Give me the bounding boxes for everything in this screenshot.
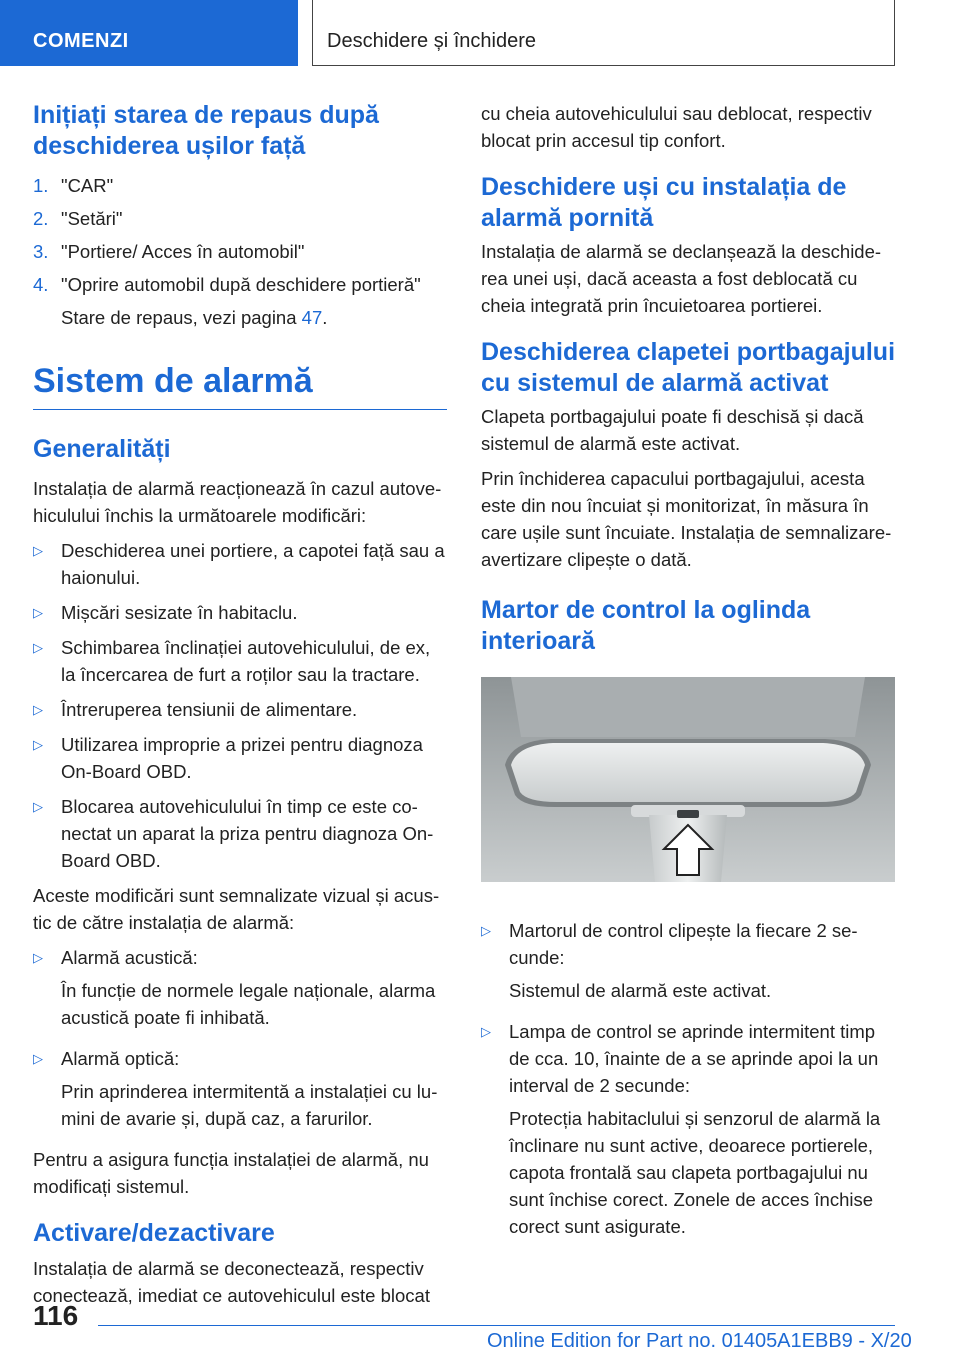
left-column [33, 100, 447, 1317]
list-item: ▷ Alarmă optică: Prin aprinderea intermitentă a instalației cu lumini de avarie și, după caz, a farurilor. [33, 1045, 447, 1138]
footer-divider [98, 1325, 895, 1326]
heading-mirror: Martor de control la oglinda interioară [481, 596, 811, 655]
list-item: ▷ Mișcări sesizate în habitaclu. [33, 599, 447, 626]
list-item: 3. "Portiere/ Acces în automobil" [33, 241, 305, 262]
activate-continued: cu cheia autovehiculului sau deblocat, respectiv blocat prin accesul tip confort. [481, 103, 872, 151]
activate-text: Instalația de alarmă se deconectează, respectiv conectează, imediat ce autovehiculul este blocat [33, 1258, 430, 1306]
list-item: ▷ Martorul de control clipește la fiecare 2 secunde: Sistemul de alarmă este activat. [481, 917, 895, 1010]
list-item: ▷ Blocarea autovehiculului în timp ce este conectat un aparat la priza pentru diagnoza On-Board OBD. [33, 793, 447, 874]
signal-bullets [33, 944, 447, 1138]
triangle-bullet-icon: ▷ [33, 605, 43, 620]
chapter-title-box [312, 0, 895, 66]
rearview-mirror-illustration [481, 677, 895, 882]
step-note: Stare de repaus, vezi pagina 47. [61, 307, 328, 328]
section-tab[interactable] [0, 0, 298, 66]
page-number: 116 [33, 1300, 79, 1331]
triangle-bullet-icon: ▷ [33, 799, 43, 814]
list-item: 2. "Setări" [33, 208, 123, 229]
signal-text: Aceste modificări sunt semnalizate vizual și acustic de către instalația de alarmă: [33, 885, 440, 933]
trunk-text-1: Clapeta portbagajului poate fi deschisă și dacă sistemul de alarmă este activat. [481, 406, 864, 454]
doors-text: Instalația de alarmă se declanșează la deschiderea unei uși, dacă aceasta a fost deblocată cu cheia integrată prin încuietoarea portierei. [481, 241, 882, 316]
triangle-bullet-icon: ▷ [33, 543, 43, 558]
triangle-bullet-icon: ▷ [33, 640, 43, 655]
heading-general: Generalități [33, 435, 171, 463]
list-item: 1. "CAR" [33, 175, 114, 196]
triangle-bullet-icon: ▷ [33, 737, 43, 752]
triangle-bullet-icon: ▷ [33, 702, 43, 717]
triangle-bullet-icon: ▷ [481, 1024, 491, 1039]
list-item: ▷ Lampa de control se aprinde intermitent timp de cca. 10, înainte de a se aprinde apoi la un interval de 2 secunde: Protecția habitaclului și senzorul de alarmă la înclinare nu sunt active, deoarece portierele, capota frontală sau clapeta portbagajului nu sunt închise corect. Zonele de acces închise corect sunt asigurate. [481, 1018, 895, 1246]
edition-note: Online Edition for Part no. 01405A1EBB9 - X/20 [487, 1330, 912, 1352]
triangle-bullet-icon: ▷ [481, 923, 491, 938]
list-item: ▷ Întreruperea tensiunii de alimentare. [33, 696, 447, 723]
list-item: 4. "Oprire automobil după deschidere portieră" [33, 274, 421, 295]
page-link[interactable]: 47 [301, 307, 323, 328]
safety-text: Pentru a asigura funcția instalației de alarmă, nu modificați sistemul. [33, 1149, 429, 1197]
heading-alarm-system: Sistem de alarmă [33, 362, 313, 400]
steps-list [33, 172, 447, 331]
section-label: COMENZI [33, 30, 129, 52]
section-heading-wrap [33, 361, 447, 410]
trunk-text-2: Prin închiderea capacului portbagajului, acesta este din nou încuiat și monitorizat, în măsura în care ușile sunt încuiate. Instalația de semnalizare-avertizare clipește o dată. [481, 468, 892, 570]
triangle-bullet-icon: ▷ [33, 950, 43, 965]
chapter-title: Deschidere și închidere [327, 30, 536, 52]
page-header [0, 0, 960, 66]
list-item: ▷ Deschiderea unei portiere, a capotei față sau a haionului. [33, 537, 447, 591]
heading-trunk: Deschiderea clapetei portbagajului cu sistemul de alarmă activat [481, 338, 896, 397]
heading-activate: Activare/dezactivare [33, 1219, 275, 1247]
list-item: ▷ Alarmă acustică: În funcție de normele legale naționale, alarma acustică poate fi inhibată. [33, 944, 447, 1037]
general-bullets [33, 537, 447, 874]
list-item: ▷ Schimbarea înclinației autovehiculului, de ex, la încercarea de furt a roților sau la tractare. [33, 634, 447, 688]
heading-door-open: Deschidere uși cu instalația de alarmă pornită [481, 173, 847, 232]
general-intro: Instalația de alarmă reacționează în cazul autovehiculului închis la următoarele modificări: [33, 478, 442, 526]
list-item: ▷ Utilizarea improprie a prizei pentru diagnoza On-Board OBD. [33, 731, 447, 785]
right-column [481, 100, 895, 1254]
heading-sleep-mode: Inițiați starea de repaus după deschiderea ușilor față [33, 101, 379, 160]
mirror-bullets [481, 917, 895, 1246]
triangle-bullet-icon: ▷ [33, 1051, 43, 1066]
